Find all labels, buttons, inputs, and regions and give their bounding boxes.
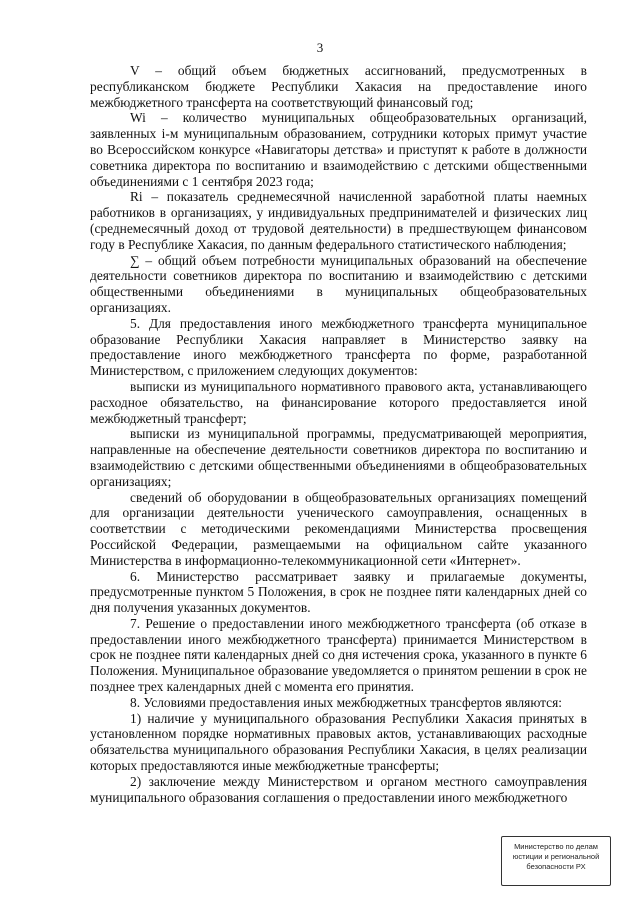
paragraph-item-8-condition-1: 1) наличие у муниципального образования Республики Хакасия принятых в установленном порядке нормативных правовых актов, устанавливающих расходные обязательства муниципального образования Республики Хакасия, в целях реализации которых предоставляются иные межбюджетные трансферты; — [90, 710, 587, 774]
paragraph-item-5-doc-3: сведений об оборудовании в общеобразовательных организациях помещений для организации деятельности ученического самоуправления, оснащенных в соответствии с методическими рекомендациями Министерства просвещения Российской Федерации, размещаемыми на официальном сайте указанного Министерства в информационно-телекоммуникационной сети «Интернет». — [90, 489, 587, 568]
paragraph-definition-ri: Ri – показатель среднемесячной начисленной заработной платы наемных работников в организациях, у индивидуальных предпринимателей и физических лиц (среднемесячный доход от трудовой деятельности) в предшествующем финансовом году в Республике Хакасия, по данным федерального статистического наблюдения; — [90, 189, 587, 252]
paragraph-item-6: 6. Министерство рассматривает заявку и прилагаемые документы, предусмотренные пунктом 5 Положения, в срок не позднее пяти календарных дней со дня получения указанных документов. — [90, 568, 587, 616]
paragraph-definition-sum: ∑ – общий объем потребности муниципальных образований на обеспечение деятельности советников директора по воспитанию и взаимодействию с детскими общественными объединениями в муниципальных общеобразовательных организациях. — [90, 252, 587, 315]
stamp-line: Министерство по делам — [514, 842, 598, 851]
paragraph-item-5-doc-1: выписки из муниципального нормативного правового акта, устанавливающего расходное обязательство, на финансирование которого предоставляется иной межбюджетный трансферт; — [90, 378, 587, 426]
paragraph-definition-v: V – общий объем бюджетных ассигнований, предусмотренных в республиканском бюджете Республики Хакасия на предоставление иного межбюджетного трансферта на соответствующий финансовый год; — [90, 63, 587, 110]
document-body — [90, 63, 587, 805]
page-number: 3 — [316, 40, 324, 55]
stamp-line: безопасности РХ — [526, 862, 586, 871]
paragraph-item-5-doc-2: выписки из муниципальной программы, предусматривающей мероприятия, направленные на обеспечение деятельности советников директора по воспитанию и взаимодействию с детскими общественными объединениями в общеобразовательных организациях; — [90, 426, 587, 489]
paragraph-item-8-condition-2: 2) заключение между Министерством и органом местного самоуправления муниципального образования соглашения о предоставлении иного межбюджетного — [90, 773, 587, 805]
paragraph-definition-wi: Wi – количество муниципальных общеобразовательных организаций, заявленных i-м муниципальным образованием, сотрудники которых примут участие во Всероссийском конкурсе «Навигаторы детства» и приступят к работе в должности советника директора по воспитанию и взаимодействию с детскими общественными объединениями с 1 сентября 2023 года; — [90, 110, 587, 189]
paragraph-item-7: 7. Решение о предоставлении иного межбюджетного трансферта (об отказе в предоставлении иного межбюджетного трансферта) принимается Министерством в срок не позднее пяти календарных дней со дня истечения срока, указанного в пункте 6 Положения. Муниципальное образование уведомляется о принятом решении в срок не позднее трех календарных дней с момента его принятия. — [90, 615, 587, 695]
paragraph-item-8: 8. Условиями предоставления иных межбюджетных трансфертов являются: — [130, 694, 563, 710]
stamp-line: юстиции и региональной — [512, 852, 600, 861]
registration-stamp — [501, 836, 611, 886]
paragraph-item-5: 5. Для предоставления иного межбюджетного трансферта муниципальное образование Республики Хакасия направляет в Министерство заявку на предоставление иного межбюджетного трансферта по форме, разработанной Министерством, с приложением следующих документов: — [90, 315, 587, 379]
